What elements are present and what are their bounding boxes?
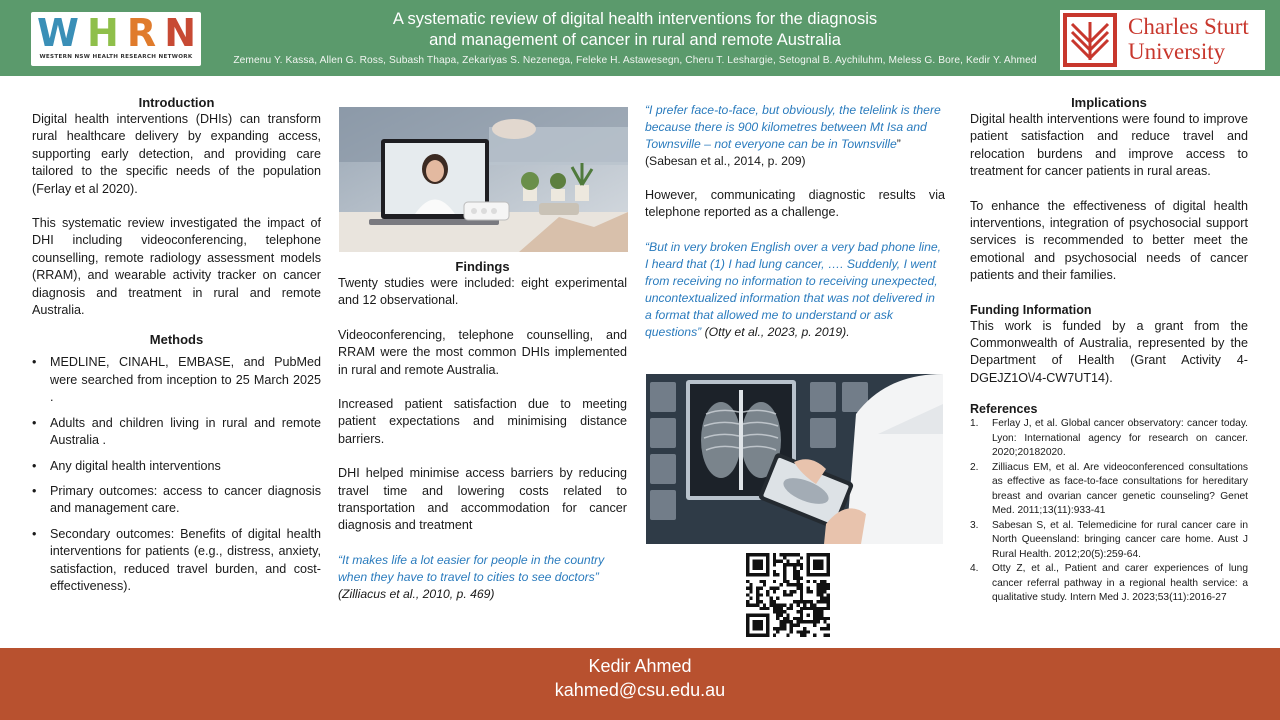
funding-text: This work is funded by a grant from the Commonwealth of Australia, represented by the Department of Health (Grant Activity 4-DGEJZ1O\/4-CW7UT14). [970, 318, 1248, 385]
reference-item [970, 461, 1248, 519]
references-heading: References [970, 402, 1038, 417]
methods-list [32, 354, 321, 595]
quote-sabesan-text: “I prefer face-to-face, but obviously, the telelink is there because there is 900 kilometres between Mt Isa and Townsville – not everyone can be in Townsville [645, 103, 941, 151]
reference-text: Otty Z, et al., Patient and carer experiences of lung cancer referral pathway in a regional health service: a qualitative study. Intern Med J. 2023;53(11):2016-27 [992, 563, 1248, 604]
quote-sabesan-citation: ” (Sabesan et al., 2014, p. 209) [645, 137, 901, 168]
introduction-heading: Introduction [138, 95, 215, 110]
column-introduction-methods [32, 94, 321, 603]
findings-quote-citation: (Zilliacus et al., 2010, p. 469) [338, 586, 495, 601]
methods-list-item: • Adults and children living in rural and remote Australia . [32, 415, 321, 450]
findings-heading: Findings [455, 259, 510, 274]
whrn-logo-letter: W [37, 11, 78, 55]
introduction-paragraph-1: Digital health interventions (DHIs) can transform rural healthcare delivery by expanding access, supporting early detection, and providing care tailored to the specific needs of the population (Ferlay et al 2020). [32, 112, 321, 196]
findings-paragraph-4: DHI helped minimise access barriers by reducing travel time and lowering costs related to transportation and accommodation for cancer diagnosis and treatment [338, 466, 627, 533]
csu-logo [1060, 10, 1265, 70]
implications-heading: Implications [1071, 95, 1147, 110]
whrn-logo [31, 12, 201, 66]
poster-title-line-1: A systematic review of digital health interventions for the diagnosis [392, 10, 878, 28]
csu-wordmark-line-1: Charles Sturt [1128, 14, 1249, 39]
quote-otty [645, 239, 945, 341]
reference-number: 4. [970, 563, 979, 575]
poster-header [0, 0, 1280, 76]
findings-quote [338, 552, 627, 603]
whrn-logo-letters [37, 11, 195, 55]
csu-wordmark-line-2: University [1128, 39, 1226, 64]
whrn-logo-letter: H [86, 11, 118, 55]
telehealth-video-call-image [339, 107, 628, 252]
poster-footer [0, 648, 1280, 720]
whrn-logo-subtitle: WESTERN NSW HEALTH RESEARCH NETWORK [39, 54, 193, 60]
references-list [970, 417, 1248, 606]
column-implications [970, 94, 1248, 606]
reference-number: 2. [970, 461, 979, 473]
findings-quote-text: “It makes life a lot easier for people in the country when they have to travel to cities to see doctors” [338, 552, 605, 584]
telephone-challenge-paragraph: However, communicating diagnostic results via telephone reported as a challenge. [645, 188, 945, 220]
findings-paragraph-1: Twenty studies were included: eight experimental and 12 observational. [338, 276, 627, 308]
csu-crest-icon [1062, 12, 1118, 68]
findings-paragraph-3: Increased patient satisfaction due to meeting patient expectations and minimising distance barriers. [338, 397, 627, 446]
reference-number: 1. [970, 418, 979, 430]
methods-list-item: • Any digital health interventions [32, 458, 321, 475]
poster-authors: Zemenu Y. Kassa, Allen G. Ross, Subash Thapa, Zekariyas S. Nezenega, Feleke H. Astawesegn, Cheru T. Leshargie, Setognal B. Aychiluhm, Meless G. Bore, Kedir Y. Ahmed [233, 55, 1037, 66]
poster-title-block [210, 9, 1060, 68]
quote-sabesan [645, 102, 945, 170]
methods-list-item: • Primary outcomes: access to cancer diagnosis and management care. [32, 483, 321, 518]
quote-otty-text: “But in very broken English over a very bad phone line, I heard that (1) I had lung cancer, …. Suddenly, I went from receiving no information to receiving unexpected, uncontextualized information that was not delivered in a format that allowed me to understand or ask questions” [645, 239, 942, 339]
reference-item [970, 562, 1248, 606]
introduction-paragraph-2: This systematic review investigated the impact of DHI including videoconferencing, telephone counselling, remote radiology assessment models (RRAM), and wearable activity tracker on cancer diagnosis and treatment in rural and remote Australia. [32, 216, 321, 318]
implications-paragraph-2: To enhance the effectiveness of digital health interventions, integration of psychosocial support services is recommended to better meet the emotional and psychosocial needs of cancer patients and their families. [970, 198, 1248, 283]
methods-heading: Methods [149, 332, 204, 348]
contact-email[interactable]: kahmed@csu.edu.au [554, 680, 726, 700]
csu-wordmark [1128, 14, 1249, 64]
column-findings [338, 258, 627, 603]
qr-code[interactable] [746, 553, 830, 637]
column-quotes [645, 102, 945, 341]
reference-item [970, 519, 1248, 563]
methods-list-item: • MEDLINE, CINAHL, EMBASE, and PubMed were searched from inception to 25 March 2025 . [32, 354, 321, 406]
reference-text: Sabesan S, et al. Telemedicine for rural cancer care in North Queensland: bringing cancer care home. Aust J Rural Health. 2012;20(5):259-64. [992, 519, 1248, 560]
funding-heading: Funding Information [970, 302, 1092, 317]
whrn-logo-letter: R [126, 11, 156, 55]
reference-text: Zilliacus EM, et al. Are videoconferenced consultations as effective as face-to-face consultations for hereditary breast and ovarian cancer genetic counseling? Genet Med. 2011;13(11):933-41 [992, 461, 1248, 517]
methods-list-item: • Secondary outcomes: Benefits of digital health interventions for patients (e.g., distress, anxiety, satisfaction, reduced travel burden, and cost-effectiveness). [32, 526, 321, 596]
xray-review-image [646, 374, 943, 544]
poster-title-line-2: and management of cancer in rural and remote Australia [429, 31, 841, 49]
reference-number: 3. [970, 519, 979, 531]
findings-paragraph-2: Videoconferencing, telephone counselling, and RRAM were the most common DHIs implemented in rural and remote Australia. [338, 327, 627, 377]
whrn-logo-letter: N [164, 11, 195, 55]
quote-otty-citation: (Otty et al., 2023, p. 2019). [701, 324, 850, 339]
implications-paragraph-1: Digital health interventions were found to improve patient satisfaction and reduce travel and relocation burdens and improve access to treatment for cancer patients in rural areas. [970, 112, 1248, 179]
contact-name: Kedir Ahmed [588, 656, 692, 676]
reference-text: Ferlay J, et al. Global cancer observatory: cancer today. Lyon: International agency for research on cancer. 2020;20182020. [992, 418, 1248, 459]
reference-item [970, 417, 1248, 461]
